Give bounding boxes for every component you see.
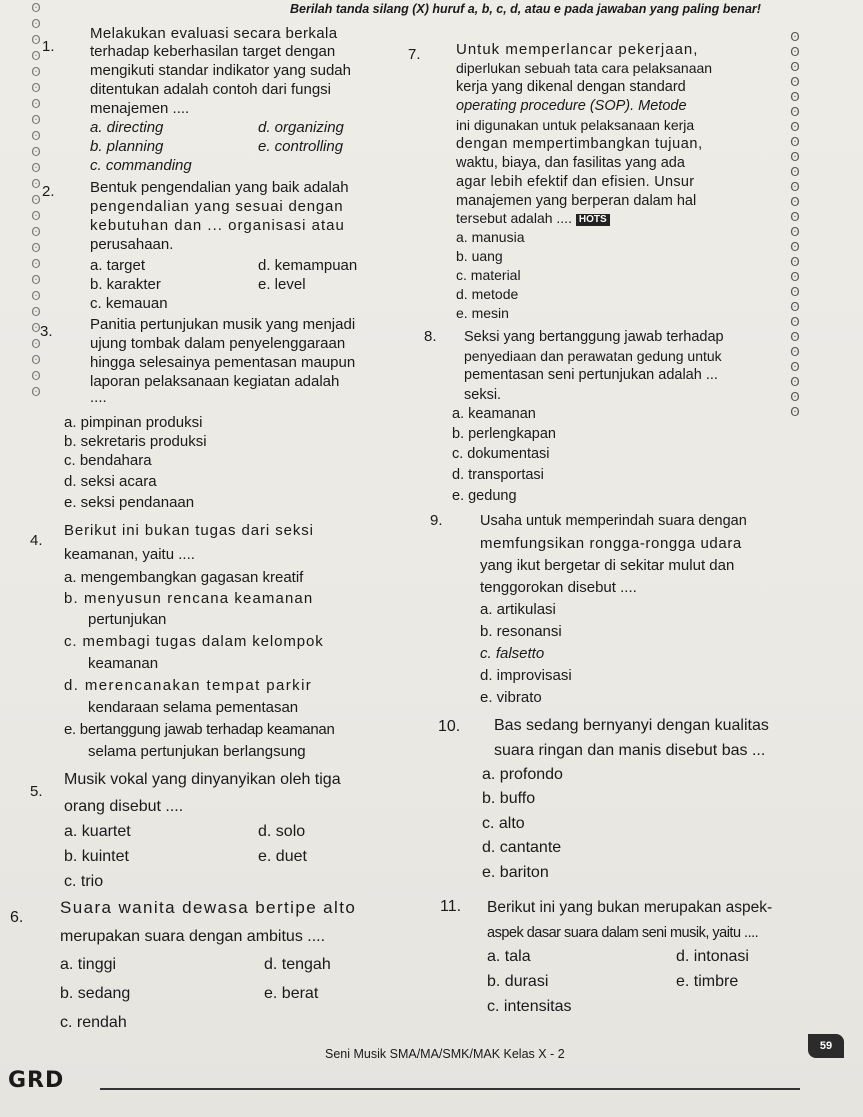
option-d[interactable]: d. tengah bbox=[264, 956, 331, 973]
question-stem: tersebut adalah .... HOTS bbox=[456, 209, 610, 228]
question-stem: laporan pelaksanaan kegiatan adalah bbox=[90, 373, 340, 390]
option-b[interactable]: b. buffo bbox=[482, 790, 536, 807]
question-stem: pengendalian yang sesuai dengan bbox=[90, 198, 344, 215]
question-stem: Seksi yang bertanggung jawab terhadap bbox=[464, 329, 724, 345]
option-a[interactable]: a. artikulasi bbox=[480, 601, 556, 618]
option-b[interactable]: b. menyusun rencana keamanan bbox=[64, 590, 314, 607]
question-number: 10. bbox=[438, 718, 461, 735]
question-stem: tenggorokan disebut .... bbox=[480, 579, 637, 596]
question-stem: memfungsikan rongga-rongga udara bbox=[480, 535, 742, 552]
question-stem: kerja yang dikenal dengan standard bbox=[456, 79, 686, 95]
footer-divider bbox=[100, 1088, 800, 1090]
option-b[interactable]: b. planning bbox=[90, 138, 164, 155]
hots-badge: HOTS bbox=[576, 214, 610, 226]
question-stem: Suara wanita dewasa bertipe alto bbox=[60, 898, 357, 917]
question-number: 11. bbox=[440, 898, 462, 915]
question-stem: keamanan, yaitu .... bbox=[64, 546, 195, 563]
question-stem: ujung tombak dalam penyelenggaraan bbox=[90, 335, 346, 352]
question-stem: Berikut ini bukan tugas dari seksi bbox=[64, 522, 314, 539]
publisher-logo: GRD bbox=[8, 1068, 65, 1093]
question-number: 3. bbox=[40, 323, 53, 340]
question-stem: operating procedure (SOP). Metode bbox=[456, 98, 687, 114]
question-stem: orang disebut .... bbox=[64, 798, 184, 815]
option-e[interactable]: e. vibrato bbox=[480, 689, 542, 706]
question-number: 7. bbox=[408, 46, 421, 63]
question-stem: manajemen yang berperan dalam hal bbox=[456, 193, 697, 209]
option-c[interactable]: c. dokumentasi bbox=[452, 446, 550, 462]
question-stem: perusahaan. bbox=[90, 236, 174, 253]
option-c[interactable]: c. falsetto bbox=[480, 645, 545, 662]
option-d[interactable]: d. organizing bbox=[258, 119, 344, 136]
option-b[interactable]: b. karakter bbox=[90, 276, 161, 293]
question-number: 9. bbox=[430, 512, 443, 529]
option-a[interactable]: a. profondo bbox=[482, 766, 563, 783]
option-e[interactable]: e. level bbox=[258, 276, 306, 293]
option-a[interactable]: a. tinggi bbox=[60, 956, 117, 973]
option-e[interactable]: e. bertanggung jawab terhadap keamanan bbox=[64, 721, 335, 738]
question-stem: .... bbox=[90, 389, 107, 406]
option-b[interactable]: b. sedang bbox=[60, 985, 131, 1002]
option-b[interactable]: b. kuintet bbox=[64, 848, 129, 865]
option-e[interactable]: e. mesin bbox=[456, 305, 509, 321]
instruction-text: Berilah tanda silang (X) huruf a, b, c, d, atau e pada jawaban yang paling benar! bbox=[290, 2, 761, 16]
option-b[interactable]: b. resonansi bbox=[480, 623, 562, 640]
question-stem: Bentuk pengendalian yang baik adalah bbox=[90, 179, 349, 196]
question-stem: seksi. bbox=[464, 387, 502, 403]
option-a[interactable]: a. kuartet bbox=[64, 823, 131, 840]
question-number: 8. bbox=[424, 328, 437, 345]
question-stem: waktu, biaya, dan fasilitas yang ada bbox=[456, 155, 685, 171]
question-stem: menajemen .... bbox=[90, 100, 190, 117]
option-d[interactable]: d. metode bbox=[456, 286, 519, 302]
question-stem: dengan mempertimbangkan tujuan, bbox=[456, 136, 703, 152]
option-d[interactable]: d. transportasi bbox=[452, 467, 544, 483]
option-e[interactable]: e. duet bbox=[258, 848, 307, 865]
option-d[interactable]: d. intonasi bbox=[676, 948, 749, 965]
option-b[interactable]: b. perlengkapan bbox=[452, 426, 556, 442]
option-e-cont: selama pertunjukan berlangsung bbox=[88, 743, 306, 760]
question-stem: Berikut ini yang bukan merupakan aspek- bbox=[487, 899, 773, 916]
option-d[interactable]: d. solo bbox=[258, 823, 306, 840]
option-a[interactable]: a. mengembangkan gagasan kreatif bbox=[64, 569, 304, 586]
question-stem: penyediaan dan perawatan gedung untuk bbox=[464, 348, 722, 364]
option-a[interactable]: a. target bbox=[90, 257, 146, 274]
option-d[interactable]: d. seksi acara bbox=[64, 473, 157, 490]
option-e[interactable]: e. controlling bbox=[258, 138, 344, 155]
question-number: 1. bbox=[42, 38, 55, 55]
question-stem: diperlukan sebuah tata cara pelaksanaan bbox=[456, 60, 713, 76]
option-e[interactable]: e. gedung bbox=[452, 488, 517, 504]
option-b[interactable]: b. uang bbox=[456, 248, 503, 264]
question-stem: mengikuti standar indikator yang sudah bbox=[90, 62, 351, 79]
question-stem: Bas sedang bernyanyi dengan kualitas bbox=[494, 717, 769, 734]
question-stem: hingga selesainya pementasan maupun bbox=[90, 354, 356, 371]
question-stem: terhadap keberhasilan target dengan bbox=[90, 43, 336, 60]
option-c[interactable]: c. rendah bbox=[60, 1014, 127, 1031]
option-c[interactable]: c. kemauan bbox=[90, 295, 168, 312]
page-number: 59 bbox=[808, 1034, 844, 1058]
question-stem: pementasan seni pertunjukan adalah ... bbox=[464, 367, 718, 383]
option-b[interactable]: b. sekretaris produksi bbox=[64, 433, 207, 450]
question-stem: agar lebih efektif dan efisien. Unsur bbox=[456, 174, 695, 190]
question-number: 5. bbox=[30, 783, 43, 800]
question-number: 2. bbox=[42, 183, 55, 200]
binding-rings-right: ʘ ʘ ʘ ʘ ʘ ʘ ʘ ʘ ʘ ʘ ʘ ʘ ʘ ʘ ʘ ʘ ʘ ʘ ʘ ʘ ʘ ʘ ʘ ʘ ʘ ʘ bbox=[790, 30, 800, 419]
question-number: 6. bbox=[10, 909, 24, 926]
option-a[interactable]: a. directing bbox=[90, 119, 164, 136]
question-stem: Musik vokal yang dinyanyikan oleh tiga bbox=[64, 771, 341, 788]
option-d[interactable]: d. merencanakan tempat parkir bbox=[64, 677, 313, 694]
option-a[interactable]: a. tala bbox=[487, 948, 531, 965]
question-stem: Untuk memperlancar pekerjaan, bbox=[456, 41, 699, 58]
option-a[interactable]: a. manusia bbox=[456, 229, 525, 245]
option-c[interactable]: c. material bbox=[456, 267, 521, 283]
option-e[interactable]: e. bariton bbox=[482, 864, 549, 881]
question-stem: kebutuhan dan ... organisasi atau bbox=[90, 217, 345, 234]
book-title: Seni Musik SMA/MA/SMK/MAK Kelas X - 2 bbox=[325, 1047, 565, 1061]
option-b-cont: pertunjukan bbox=[88, 611, 167, 628]
question-stem: ini digunakan untuk pelaksanaan kerja bbox=[456, 117, 695, 133]
option-c[interactable]: c. alto bbox=[482, 815, 525, 832]
option-c[interactable]: c. membagi tugas dalam kelompok bbox=[64, 633, 324, 650]
option-c[interactable]: c. commanding bbox=[90, 157, 192, 174]
option-c[interactable]: c. bendahara bbox=[64, 452, 152, 469]
question-stem: ditentukan adalah contoh dari fungsi bbox=[90, 81, 332, 98]
option-e[interactable]: e. timbre bbox=[676, 973, 739, 990]
question-stem: aspek dasar suara dalam seni musik, yaitu .... bbox=[487, 925, 759, 941]
question-stem: yang ikut bergetar di sekitar mulut dan bbox=[480, 557, 735, 574]
option-e[interactable]: e. seksi pendanaan bbox=[64, 494, 195, 511]
option-e[interactable]: e. berat bbox=[264, 985, 319, 1002]
question-stem: Panitia pertunjukan musik yang menjadi bbox=[90, 316, 356, 333]
option-d[interactable]: d. improvisasi bbox=[480, 667, 572, 684]
option-c[interactable]: c. intensitas bbox=[487, 998, 572, 1015]
option-d-cont: kendaraan selama pementasan bbox=[88, 699, 299, 716]
option-c-cont: keamanan bbox=[88, 655, 159, 672]
option-c[interactable]: c. trio bbox=[64, 873, 104, 890]
option-d[interactable]: d. cantante bbox=[482, 839, 562, 856]
option-a[interactable]: a. keamanan bbox=[452, 406, 536, 422]
option-d[interactable]: d. kemampuan bbox=[258, 257, 358, 274]
question-stem: merupakan suara dengan ambitus .... bbox=[60, 928, 326, 945]
question-stem: Usaha untuk memperindah suara dengan bbox=[480, 513, 747, 529]
binding-rings-left: ʘ ʘ ʘ ʘ ʘ ʘ ʘ ʘ ʘ ʘ ʘ ʘ ʘ ʘ ʘ ʘ ʘ ʘ ʘ ʘ ʘ ʘ ʘ ʘ ʘ bbox=[31, 1, 41, 399]
option-b[interactable]: b. durasi bbox=[487, 973, 549, 990]
question-stem: Melakukan evaluasi secara berkala bbox=[90, 25, 338, 42]
option-a[interactable]: a. pimpinan produksi bbox=[64, 414, 203, 431]
question-number: 4. bbox=[30, 532, 43, 549]
question-stem: suara ringan dan manis disebut bas ... bbox=[494, 742, 766, 759]
